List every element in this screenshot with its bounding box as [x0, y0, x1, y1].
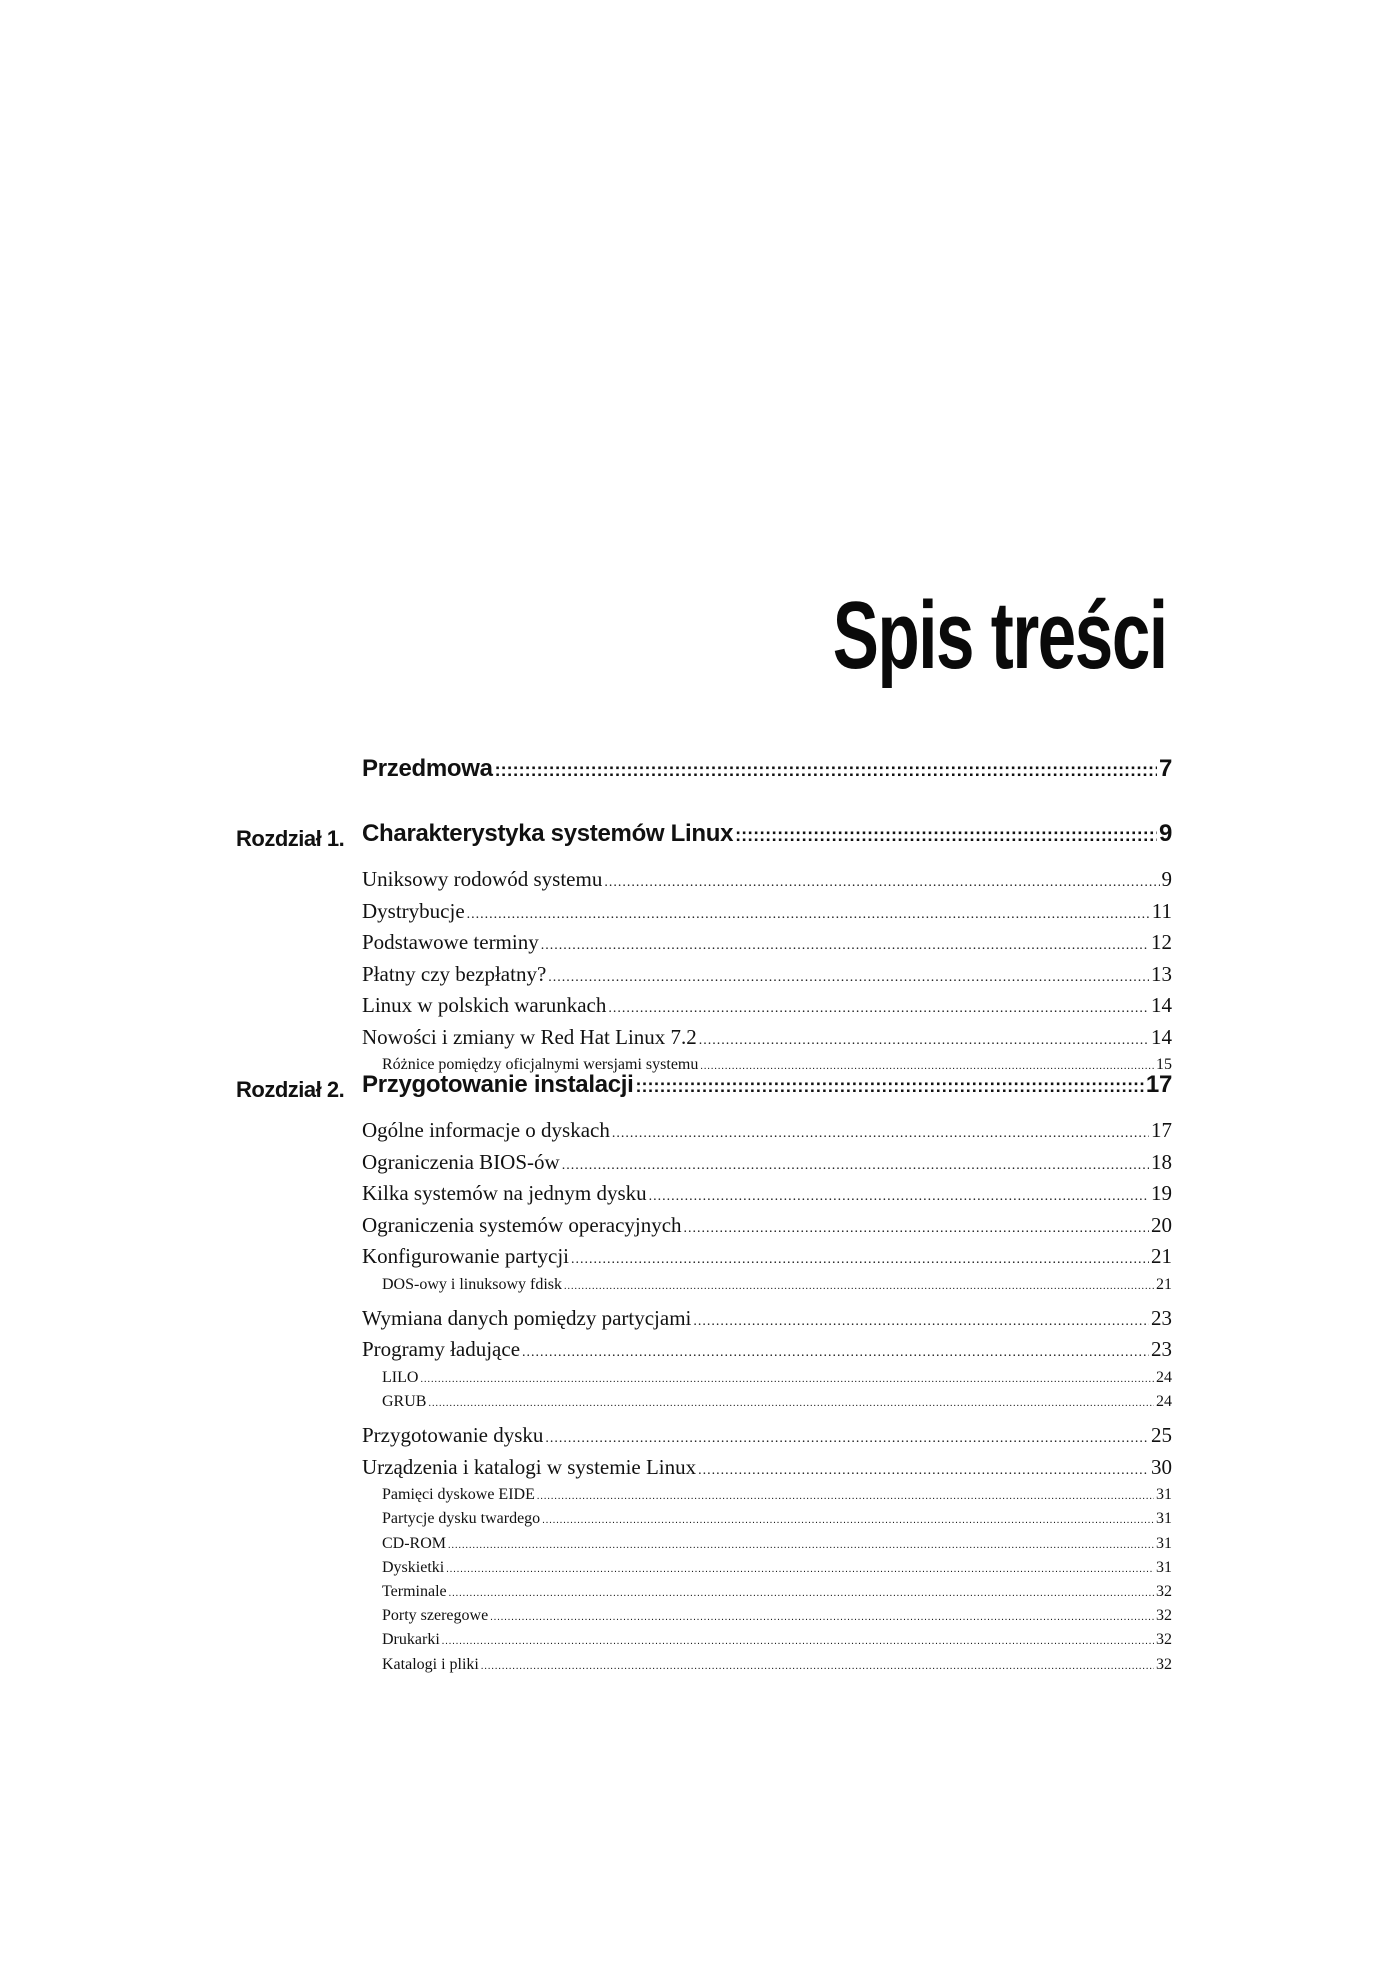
toc-subsection-title: Pamięci dyskowe EIDE: [382, 1486, 535, 1504]
toc-leader-dots: [649, 1189, 1149, 1205]
toc-leader-dots: [541, 938, 1149, 954]
toc-subsection[interactable]: [382, 1486, 1172, 1508]
toc-page-number: 19: [1151, 1181, 1172, 1205]
toc-chapter[interactable]: [362, 1071, 1172, 1105]
toc-page-number: 9: [1158, 820, 1172, 847]
toc-leader-dots: [564, 1281, 1154, 1292]
toc-subsection-title: Różnice pomiędzy oficjalnymi wersjami systemu: [382, 1056, 699, 1073]
toc-page-number: 31: [1156, 1486, 1172, 1504]
toc-page-number: 31: [1156, 1510, 1172, 1528]
toc-section-title: Dystrybucje: [362, 898, 465, 923]
toc-page-number: 11: [1151, 898, 1172, 923]
toc-page-number: 21: [1151, 1244, 1172, 1268]
toc-leader-dots: [548, 970, 1149, 986]
toc-leader-dots: [545, 1431, 1149, 1447]
toc-section[interactable]: [362, 993, 1172, 1021]
toc-page-number: 24: [1156, 1392, 1172, 1410]
toc-leader-dots: [481, 1661, 1154, 1672]
toc-subsection-title: Terminale: [382, 1582, 447, 1600]
chapter-label: Rozdział 1.: [236, 826, 345, 851]
toc-subsection-title: Katalogi i pliki: [382, 1655, 479, 1673]
toc-subsection[interactable]: [382, 1607, 1172, 1629]
toc-page-number: 31: [1156, 1558, 1172, 1576]
toc-section-title: Ogólne informacje o dyskach: [362, 1118, 610, 1142]
toc-page-number: 12: [1151, 930, 1172, 954]
toc-subsection[interactable]: [382, 1510, 1172, 1532]
toc-page-number: 30: [1151, 1454, 1172, 1479]
toc-page-number: 21: [1156, 1275, 1172, 1293]
toc-leader-dots: [612, 1126, 1149, 1142]
toc-leader-dots: [537, 1491, 1154, 1502]
toc-leader-dots: [467, 907, 1150, 923]
toc-leader-dots: [420, 1374, 1154, 1385]
page-title: Spis treści: [833, 582, 1167, 689]
toc-subsection[interactable]: [382, 1583, 1172, 1605]
toc-page-number: 14: [1151, 1024, 1172, 1049]
toc-page-number: 32: [1156, 1655, 1172, 1673]
toc-page-number: 24: [1156, 1368, 1172, 1386]
toc-section-title: Przygotowanie dysku: [362, 1423, 544, 1448]
toc-leader-dots: [449, 1588, 1154, 1599]
toc-page-number: 15: [1156, 1056, 1172, 1073]
toc-section[interactable]: [362, 1118, 1172, 1146]
toc-page-number: 31: [1156, 1534, 1172, 1552]
toc-chapter-title: Przygotowanie instalacji: [362, 1071, 634, 1098]
toc-leader-dots: [636, 1076, 1144, 1097]
toc-page-number: 20: [1151, 1212, 1172, 1237]
toc-subsection[interactable]: [382, 1559, 1172, 1581]
toc-section-title: Podstawowe terminy: [362, 930, 539, 954]
toc-subsection[interactable]: [382, 1535, 1172, 1557]
toc-section[interactable]: [362, 899, 1172, 927]
chapter-label: Rozdział 2.: [236, 1077, 345, 1102]
toc-page-number: 7: [1158, 755, 1172, 782]
toc-section[interactable]: [362, 1213, 1172, 1241]
toc-section[interactable]: [362, 962, 1172, 990]
toc-leader-dots: [562, 1158, 1149, 1174]
toc-subsection-title: CD-ROM: [382, 1534, 447, 1552]
toc-preface[interactable]: [362, 755, 1172, 789]
toc-leader-dots: [428, 1398, 1154, 1409]
toc-section-title: Kilka systemów na jednym dysku: [362, 1181, 647, 1205]
toc-section-title: Wymiana danych pomiędzy partycjami: [362, 1305, 692, 1330]
toc-section-title: Ograniczenia BIOS-ów: [362, 1149, 560, 1174]
toc-leader-dots: [735, 825, 1157, 846]
toc-page-number: 18: [1151, 1149, 1172, 1174]
toc-subsection-title: GRUB: [382, 1392, 427, 1410]
toc-leader-dots: [495, 760, 1157, 781]
toc-subsection-title: DOS-owy i linuksowy fdisk: [382, 1275, 563, 1293]
toc-section[interactable]: [362, 1181, 1172, 1209]
toc-page-number: 32: [1156, 1607, 1172, 1625]
toc-subsection[interactable]: [382, 1369, 1172, 1391]
toc-leader-dots: [604, 875, 1159, 891]
toc-section[interactable]: [362, 1455, 1172, 1483]
toc-subsection-title: LILO: [382, 1368, 419, 1386]
toc-page-number: 25: [1151, 1423, 1172, 1448]
toc-chapter[interactable]: [362, 820, 1172, 854]
toc-page-number: 9: [1161, 867, 1172, 891]
toc-leader-dots: [608, 1001, 1149, 1017]
toc-leader-dots: [542, 1515, 1154, 1526]
toc-section[interactable]: [362, 1150, 1172, 1178]
toc-section[interactable]: [362, 1306, 1172, 1334]
toc-page-number: 13: [1151, 961, 1172, 986]
toc-subsection[interactable]: [382, 1656, 1172, 1678]
toc-section-title: Konfigurowanie partycji: [362, 1244, 570, 1268]
toc-leader-dots: [699, 1033, 1149, 1049]
toc-section-title: Uniksowy rodowód systemu: [362, 867, 603, 891]
toc-section[interactable]: [362, 1337, 1172, 1365]
toc-subsection-title: Drukarki: [382, 1631, 440, 1649]
toc-leader-dots: [522, 1345, 1149, 1361]
toc-subsection[interactable]: [382, 1276, 1172, 1298]
toc-section-title: Linux w polskich warunkach: [362, 993, 607, 1017]
toc-section[interactable]: [362, 1423, 1172, 1451]
toc-leader-dots: [446, 1564, 1154, 1575]
toc-subsection-title: Partycje dysku twardego: [382, 1510, 541, 1528]
toc-leader-dots: [490, 1612, 1154, 1623]
toc-leader-dots: [571, 1252, 1149, 1268]
toc-subsection[interactable]: [382, 1631, 1172, 1653]
toc-section[interactable]: [362, 1025, 1172, 1053]
toc-section-title: Ograniczenia systemów operacyjnych: [362, 1212, 682, 1237]
toc-page-number: 23: [1151, 1305, 1172, 1330]
toc-leader-dots: [448, 1540, 1154, 1551]
toc-subsection-title: Porty szeregowe: [382, 1607, 489, 1625]
toc-page-number: 32: [1156, 1582, 1172, 1600]
toc-subsection[interactable]: [382, 1393, 1172, 1415]
toc-page-number: 14: [1151, 993, 1172, 1017]
toc-leader-dots: [442, 1636, 1154, 1647]
toc-subsection-title: Dyskietki: [382, 1558, 445, 1576]
toc-page-number: 17: [1145, 1071, 1172, 1098]
toc-leader-dots: [693, 1314, 1149, 1330]
toc-page-number: 17: [1151, 1118, 1172, 1142]
toc-section-title: Urządzenia i katalogi w systemie Linux: [362, 1454, 697, 1479]
toc-page-number: 23: [1151, 1337, 1172, 1362]
toc-leader-dots: [698, 1463, 1149, 1479]
toc-section[interactable]: [362, 930, 1172, 958]
toc-chapter-title: Charakterystyka systemów Linux: [362, 820, 734, 847]
toc-leader-dots: [684, 1221, 1149, 1237]
toc-section-title: Nowości i zmiany w Red Hat Linux 7.2: [362, 1024, 697, 1049]
toc-section-title: Programy ładujące: [362, 1337, 521, 1362]
toc-section[interactable]: [362, 1244, 1172, 1272]
toc-page-number: 32: [1156, 1631, 1172, 1649]
toc-preface-label: Przedmowa: [362, 755, 493, 782]
toc-section-title: Płatny czy bezpłatny?: [362, 961, 547, 986]
toc-section[interactable]: [362, 867, 1172, 895]
